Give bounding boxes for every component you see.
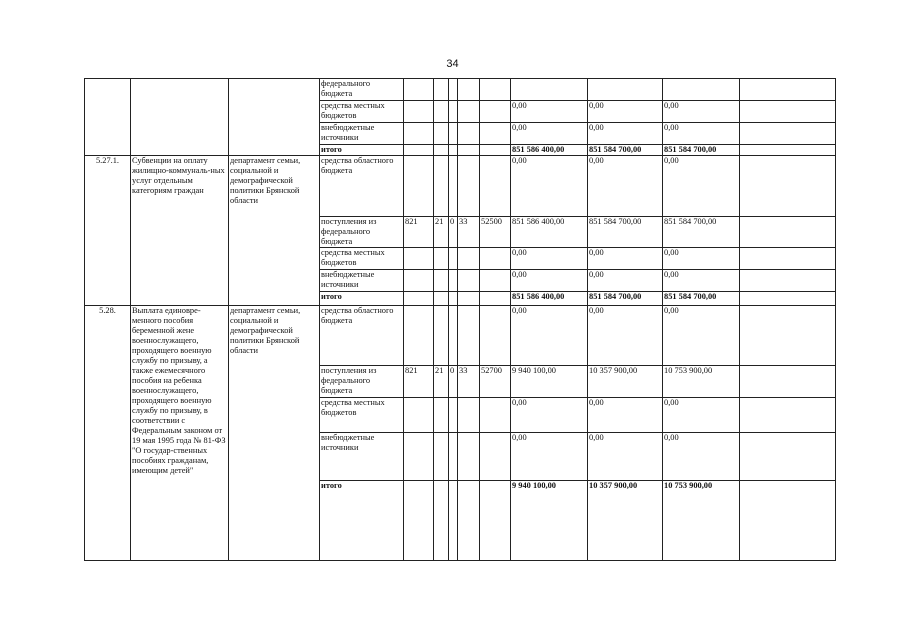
subsection-code	[449, 433, 458, 481]
article-code	[458, 481, 480, 561]
notes-cell	[740, 217, 836, 248]
expense-code	[480, 292, 511, 306]
section-code	[434, 292, 449, 306]
section-code	[434, 79, 449, 101]
notes-cell	[740, 366, 836, 398]
amount-year3: 10 753 900,00	[663, 366, 740, 398]
notes-cell	[740, 481, 836, 561]
budget-code	[404, 270, 434, 292]
notes-cell	[740, 306, 836, 366]
section-code	[434, 398, 449, 433]
amount-year3: 0,00	[663, 248, 740, 270]
subsection-code	[449, 123, 458, 145]
section-code	[434, 248, 449, 270]
article-code	[458, 79, 480, 101]
amount-year2: 10 357 900,00	[588, 366, 663, 398]
amount-year2: 0,00	[588, 270, 663, 292]
subsection-code: 0	[449, 366, 458, 398]
amount-year3: 0,00	[663, 270, 740, 292]
expense-code	[480, 433, 511, 481]
funding-source: средства областного бюджета	[320, 306, 404, 366]
notes-cell	[740, 145, 836, 156]
budget-code	[404, 292, 434, 306]
expense-code	[480, 123, 511, 145]
subsection-code	[449, 156, 458, 217]
budget-code	[404, 306, 434, 366]
section-code	[434, 156, 449, 217]
section-code	[434, 145, 449, 156]
expense-code	[480, 398, 511, 433]
notes-cell	[740, 398, 836, 433]
budget-code: 821	[404, 217, 434, 248]
amount-year2: 0,00	[588, 248, 663, 270]
amount-year3: 10 753 900,00	[663, 481, 740, 561]
amount-year1: 0,00	[511, 433, 588, 481]
amount-year2: 10 357 900,00	[588, 481, 663, 561]
amount-year2: 0,00	[588, 123, 663, 145]
expense-code	[480, 79, 511, 101]
amount-year2: 0,00	[588, 433, 663, 481]
section-code	[434, 306, 449, 366]
table-body	[85, 79, 836, 561]
article-code	[458, 145, 480, 156]
notes-cell	[740, 248, 836, 270]
subsection-code: 0	[449, 217, 458, 248]
amount-year3: 0,00	[663, 123, 740, 145]
funding-source: итого	[320, 481, 404, 561]
notes-cell	[740, 79, 836, 101]
item-number: 5.27.1.	[85, 156, 131, 306]
funding-source: внебюджетные источники	[320, 270, 404, 292]
amount-year3: 0,00	[663, 398, 740, 433]
section-code	[434, 481, 449, 561]
item-name: Субвенции на оплату жилищно-коммуналь-ных услуг отдельным категориям граждан	[131, 156, 229, 306]
notes-cell	[740, 123, 836, 145]
article-code	[458, 123, 480, 145]
budget-code	[404, 145, 434, 156]
amount-year2: 0,00	[588, 306, 663, 366]
expense-code: 52500	[480, 217, 511, 248]
amount-year1: 851 586 400,00	[511, 145, 588, 156]
funding-source: средства областного бюджета	[320, 156, 404, 217]
amount-year2: 851 584 700,00	[588, 292, 663, 306]
amount-year1: 0,00	[511, 270, 588, 292]
table-row	[85, 306, 836, 366]
budget-code	[404, 398, 434, 433]
notes-cell	[740, 292, 836, 306]
subsection-code	[449, 270, 458, 292]
amount-year1: 0,00	[511, 123, 588, 145]
budget-code	[404, 433, 434, 481]
funding-source: внебюджетные источники	[320, 123, 404, 145]
amount-year1: 851 586 400,00	[511, 217, 588, 248]
item-name	[131, 79, 229, 156]
amount-year1: 0,00	[511, 398, 588, 433]
funding-source: средства местных бюджетов	[320, 398, 404, 433]
subsection-code	[449, 481, 458, 561]
expense-code	[480, 306, 511, 366]
article-code	[458, 156, 480, 217]
amount-year3: 0,00	[663, 306, 740, 366]
amount-year2: 851 584 700,00	[588, 217, 663, 248]
article-code	[458, 433, 480, 481]
subsection-code	[449, 398, 458, 433]
amount-year2: 851 584 700,00	[588, 145, 663, 156]
article-code	[458, 270, 480, 292]
article-code: 33	[458, 217, 480, 248]
expense-code	[480, 248, 511, 270]
article-code	[458, 306, 480, 366]
section-code: 21	[434, 217, 449, 248]
amount-year3: 0,00	[663, 156, 740, 217]
funding-source: поступления из федерального бюджета	[320, 366, 404, 398]
amount-year1: 9 940 100,00	[511, 366, 588, 398]
amount-year1: 0,00	[511, 248, 588, 270]
budget-code	[404, 156, 434, 217]
amount-year1: 0,00	[511, 306, 588, 366]
item-number: 5.28.	[85, 306, 131, 561]
expense-code	[480, 156, 511, 217]
budget-code	[404, 101, 434, 123]
funding-source: средства местных бюджетов	[320, 248, 404, 270]
budget-code	[404, 123, 434, 145]
expense-code	[480, 481, 511, 561]
expense-code	[480, 270, 511, 292]
funding-source: внебюджетные источники	[320, 433, 404, 481]
amount-year3: 851 584 700,00	[663, 292, 740, 306]
expense-code: 52700	[480, 366, 511, 398]
section-code	[434, 433, 449, 481]
subsection-code	[449, 101, 458, 123]
article-code	[458, 398, 480, 433]
notes-cell	[740, 156, 836, 217]
budget-code: 821	[404, 366, 434, 398]
subsection-code	[449, 79, 458, 101]
item-number	[85, 79, 131, 156]
item-name: Выплата единовре-менного пособия беременной жене военнослужащего, проходящего военную службу по призыву, а также ежемесячного пособия на ребенка военнослужащего, проходящего военную службу по призыву, в соответствии с Федеральным законом от 19 мая 1995 года № 81-ФЗ "О государ-ственных пособиях гражданам, имеющим детей"	[131, 306, 229, 561]
amount-year3: 851 584 700,00	[663, 145, 740, 156]
amount-year2: 0,00	[588, 398, 663, 433]
notes-cell	[740, 270, 836, 292]
amount-year2	[588, 79, 663, 101]
expense-code	[480, 145, 511, 156]
item-executor: департамент семьи, социальной и демографической политики Брянской области	[229, 156, 320, 306]
funding-source: федерального бюджета	[320, 79, 404, 101]
table-row	[85, 79, 836, 101]
subsection-code	[449, 306, 458, 366]
article-code	[458, 248, 480, 270]
amount-year3: 0,00	[663, 433, 740, 481]
budget-table	[84, 78, 836, 561]
table-row	[85, 156, 836, 217]
amount-year3: 851 584 700,00	[663, 217, 740, 248]
section-code	[434, 123, 449, 145]
article-code	[458, 292, 480, 306]
article-code: 33	[458, 366, 480, 398]
amount-year1: 9 940 100,00	[511, 481, 588, 561]
budget-code	[404, 248, 434, 270]
item-executor: департамент семьи, социальной и демографической политики Брянской области	[229, 306, 320, 561]
amount-year1: 851 586 400,00	[511, 292, 588, 306]
amount-year1	[511, 79, 588, 101]
subsection-code	[449, 292, 458, 306]
amount-year3: 0,00	[663, 101, 740, 123]
subsection-code	[449, 248, 458, 270]
funding-source: итого	[320, 292, 404, 306]
amount-year2: 0,00	[588, 156, 663, 217]
amount-year1: 0,00	[511, 101, 588, 123]
budget-code	[404, 79, 434, 101]
page-number: 34	[446, 58, 459, 70]
subsection-code	[449, 145, 458, 156]
notes-cell	[740, 101, 836, 123]
amount-year3	[663, 79, 740, 101]
section-code: 21	[434, 366, 449, 398]
article-code	[458, 101, 480, 123]
amount-year2: 0,00	[588, 101, 663, 123]
item-executor	[229, 79, 320, 156]
funding-source: итого	[320, 145, 404, 156]
section-code	[434, 270, 449, 292]
expense-code	[480, 101, 511, 123]
budget-code	[404, 481, 434, 561]
section-code	[434, 101, 449, 123]
amount-year1: 0,00	[511, 156, 588, 217]
funding-source: поступления из федерального бюджета	[320, 217, 404, 248]
funding-source: средства местных бюджетов	[320, 101, 404, 123]
notes-cell	[740, 433, 836, 481]
